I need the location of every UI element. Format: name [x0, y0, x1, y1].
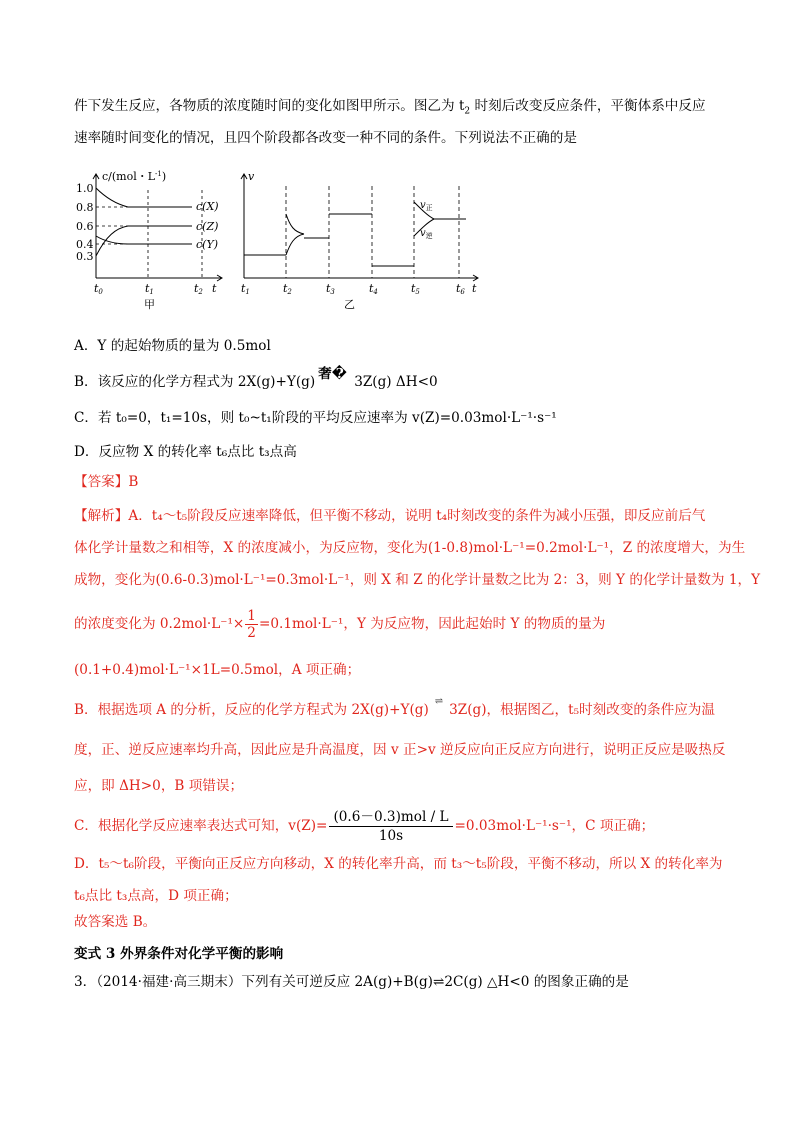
option-c: C．若 t₀=0，t₁=10s，则 t₀~t₁阶段的平均反应速率为 v(Z)=0.03mol·L⁻¹·s⁻¹: [74, 410, 557, 426]
analysis-line-6: B．根据选项 A 的分析，反应的化学方程式为 2X(g)+Y(g)⇌3Z(g)，根据图乙，t₅时刻改变的条件应为温: [74, 696, 715, 718]
jia-label-z: c(Z): [196, 220, 219, 233]
option-d: D．反应物 X 的转化率 t₆点比 t₃点高: [74, 444, 297, 460]
intro-line-2: 速率随时间变化的情况，且四个阶段都各改变一种不同的条件。下列说法不正确的是: [74, 130, 577, 146]
option-b: B．该反应的化学方程式为 2X(g)+Y(g) 奢� 3Z(g) ΔH<0: [74, 366, 438, 390]
jia-ytick-0.4: 0.4: [76, 238, 94, 251]
figure-yi: [234, 166, 484, 316]
jia-caption: 甲: [144, 298, 155, 311]
jia-ytick-0.3: 0.3: [76, 250, 94, 263]
analysis-line-9: C．根据化学反应速率表达式可知，v(Z)= $\frac{\text{(0.6－0.3)mol / L}}{10s}$ =0.03mol·L⁻¹·s⁻¹，C 项正确；: [74, 809, 655, 844]
jia-xtick-t2: t2: [194, 282, 203, 296]
figure-jia: [72, 166, 232, 316]
intro-line-1: 件下发生反应，各物质的浓度随时间的变化如图甲所示。图乙为 $t_2$ 时刻后改变反应条件，平衡体系中反应: [74, 98, 706, 117]
equilibrium-symbol: ⇌: [434, 696, 444, 707]
yi-v-ni: $v_逆$: [420, 228, 433, 240]
section-title: 变式 3 外界条件对化学平衡的影响: [74, 946, 284, 962]
yi-xtick-t4: t4: [369, 282, 378, 296]
yi-ylabel: v: [248, 170, 255, 183]
analysis-line-10: D．t₅～t₆阶段，平衡向正反应方向移动，X 的转化率升高，而 t₃～t₅阶段，平衡不移动，所以 X 的转化率为: [74, 856, 723, 872]
jia-ylabel: c/(mol・$L^{-1}$): [102, 170, 167, 183]
yi-xtick-t1: t1: [241, 282, 250, 296]
analysis-line-7: 度，正、逆反应速率均升高，因此应是升高温度，因 v 正>v 逆反应向正反应方向进行，说明正反应是吸热反: [74, 742, 726, 758]
analysis-line-1: 【解析】A．t₄～t₅阶段反应速率降低，但平衡不移动，说明 t₄时刻改变的条件为减小压强，即反应前后气: [74, 508, 706, 524]
jia-xtick-t1: t1: [145, 282, 154, 296]
equilibrium-garbled-symbol: 奢�: [318, 366, 347, 382]
answer: 【答案】B: [74, 474, 139, 490]
option-a: A．Y 的起始物质的量为 0.5mol: [74, 338, 271, 354]
analysis-line-3: 成物，变化为(0.6-0.3)mol·L⁻¹=0.3mol·L⁻¹，则 X 和 Z 的化学计量数之比为 2：3，则 Y 的化学计量数为 1，Y: [74, 572, 761, 588]
yi-caption: 乙: [344, 298, 355, 311]
yi-xtick-t2: t2: [283, 282, 292, 296]
yi-xaxis-label: t: [472, 282, 477, 295]
jia-label-x: c(X): [196, 200, 219, 213]
fraction-one-half: $\frac{1}{2}$: [247, 608, 256, 641]
question-3: 3．（2014·福建·高三期末）下列有关可逆反应 2A(g)+B(g)⇌2C(g) △H<0 的图象正确的是: [74, 974, 629, 990]
analysis-line-8: 应，即 ΔH>0，B 项错误；: [74, 778, 244, 794]
analysis-line-4: 的浓度变化为 0.2mol·L⁻¹× $\frac{1}{2}$ =0.1mol·L⁻¹，Y 为反应物，因此起始时 Y 的物质的量为: [74, 608, 606, 641]
yi-xtick-t5: t5: [411, 282, 420, 296]
jia-ytick-0.8: 0.8: [76, 201, 94, 214]
jia-xaxis-label: t: [212, 282, 217, 295]
yi-xtick-t6: t6: [456, 282, 465, 296]
yi-xtick-t3: t3: [326, 282, 335, 296]
jia-ytick-1.0: 1.0: [76, 182, 94, 195]
analysis-line-5: (0.1+0.4)mol·L⁻¹×1L=0.5mol，A 项正确；: [74, 662, 361, 678]
jia-xtick-t0: t0: [94, 282, 103, 296]
conclusion: 故答案选 B。: [74, 914, 157, 930]
analysis-line-11: t₆点比 t₃点高，D 项正确；: [74, 888, 238, 904]
jia-ytick-0.6: 0.6: [76, 220, 94, 233]
analysis-line-2: 体化学计量数之和相等，X 的浓度减小，为反应物，变化为(1-0.8)mol·L⁻¹=0.2mol·L⁻¹，Z 的浓度增大，为生: [74, 540, 746, 556]
fraction-rate: $\frac{\text{(0.6－0.3)mol / L}}{10s}$: [329, 808, 452, 845]
yi-v-zheng: $v_正$: [420, 200, 433, 212]
jia-label-y: c(Y): [196, 238, 219, 251]
